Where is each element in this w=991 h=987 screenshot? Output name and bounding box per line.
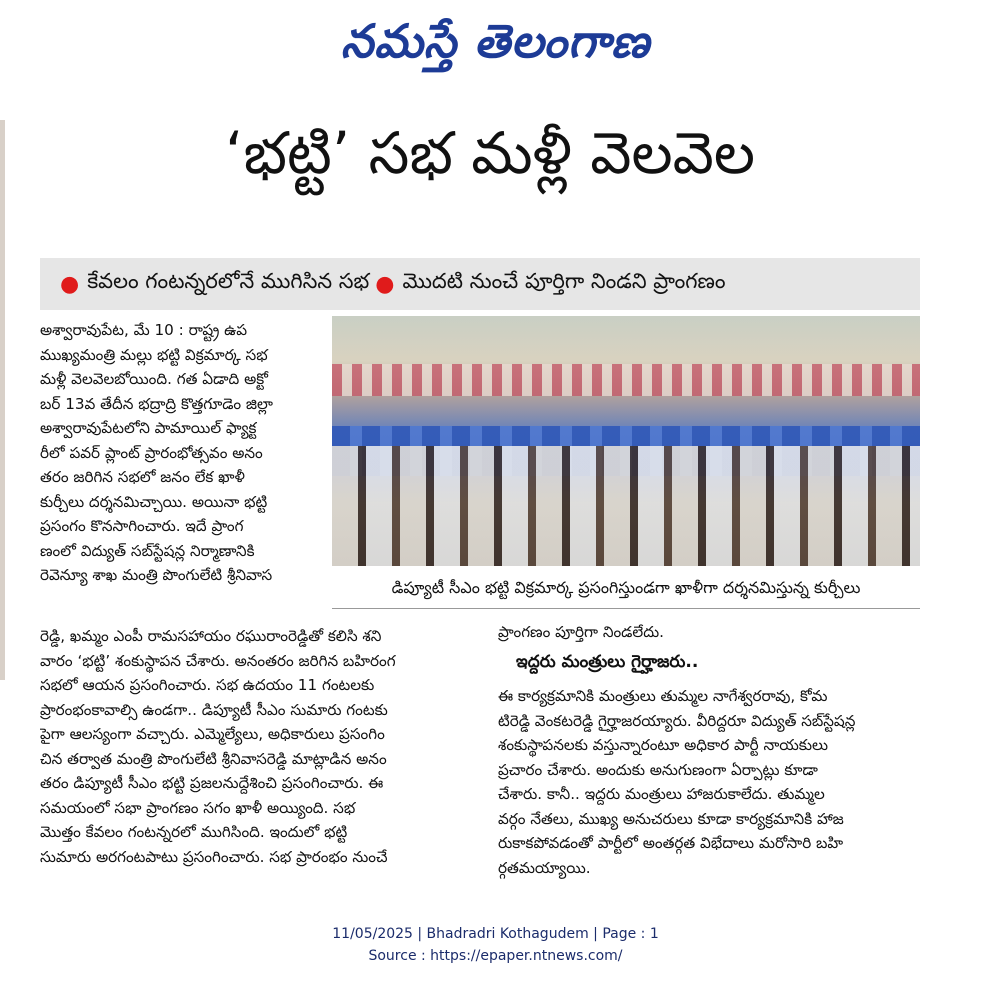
article-line: పైగా ఆలస్యంగా వచ్చారు. ఎమ్మెల్యేలు, అధికారులు ప్రసంగిం	[40, 725, 385, 744]
article-line: ప్రచారం చేశారు. అందుకు అనుగుణంగా ఏర్పాట్లు కూడా	[498, 760, 818, 779]
article-line: వారం ‘భట్టి’ శంకుస్థాపన చేశారు. అనంతరం జరిగిన బహిరంగ	[40, 651, 396, 670]
article-line: వర్గం నేతలు, ముఖ్య అనుచరులు కూడా కార్యక్రమానికి హాజ	[498, 809, 844, 828]
article-line: ణంలో విద్యుత్ సబ్‌స్టేషన్ల నిర్మాణానికి	[40, 541, 255, 560]
article-column-left-top	[40, 318, 326, 588]
article-line: కుర్చీలు దర్శనమిచ్చాయి. అయినా భట్టి	[40, 492, 268, 511]
article-line: టిరెడ్డి వెంకటరెడ్డి గైర్హాజరయ్యారు. వీరిద్దరూ విద్యుత్ సబ్‌స్టేషన్ల	[498, 711, 856, 730]
article-line: రెడ్డి, ఖమ్మం ఎంపీ రామసహాయం రఘురాంరెడ్డితో కలిసి శని	[40, 627, 382, 645]
photo-crowd	[332, 446, 920, 566]
article-line: రెవెన్యూ శాఖ మంత్రి పొంగులేటి శ్రీనివాస	[40, 566, 273, 585]
subheading-bar	[40, 258, 920, 310]
bullet-icon: ●	[60, 271, 80, 297]
article-line: ప్రాంగణం పూర్తిగా నిండలేదు.	[498, 623, 664, 641]
article-line: సభలో ఆయన ప్రసంగించారు. సభ ఉదయం 11 గంటలకు	[40, 676, 375, 695]
article-line: ముఖ్యమంత్రి మల్లు భట్టి విక్రమార్క సభ	[40, 345, 268, 364]
article-line: చేశారు. కానీ.. ఇద్దరు మంత్రులు హాజరుకాలేదు. తుమ్మల	[498, 785, 825, 803]
article-line: ప్రారంభంకావాల్సి ఉండగా.. డిప్యూటీ సీఎం సుమారు గంటకు	[40, 700, 388, 719]
article-line: రీలో పవర్ ప్లాంట్ ప్రారంభోత్సవం అనం	[40, 443, 263, 462]
article-column-right-bottom	[498, 684, 922, 880]
article-line: రుకాకపోవడంతో పార్టీలో అంతర్గత విభేదాలు మరోసారి బహి	[498, 834, 844, 852]
footer-source-link[interactable]: Source : https://epaper.ntnews.com/	[368, 948, 623, 964]
article-line: ప్రసంగం కొనసాగించారు. ఇదే ప్రాంగ	[40, 517, 244, 536]
newspaper-masthead: నమస్తే తెలంగాణ	[340, 14, 651, 68]
article-line: ఈ కార్యక్రమానికి మంత్రులు తుమ్మల నాగేశ్వరరావు, కోమ	[498, 687, 828, 705]
photo-tent-area	[332, 364, 920, 396]
bullet-icon: ●	[375, 271, 395, 297]
article-line: బర్ 13వ తేదీన భద్రాద్రి కొత్తగూడెం జిల్లా	[40, 394, 273, 413]
article-column-right-top	[498, 620, 922, 645]
article-line: తరం జరిగిన సభలో జనం లేక ఖాళీ	[40, 468, 245, 487]
photo-caption: డిప్యూటీ సీఎం భట్టి విక్రమార్క ప్రసంగిస్తుండగా ఖాళీగా దర్శనమిస్తున్న కుర్చీలు	[332, 568, 920, 609]
article-line: మళ్లీ వెలవెలబోయింది. గత ఏడాది అక్టో	[40, 370, 268, 389]
article-line: అశ్వారావుపేటలోని పామాయిల్ ఫ్యాక్ట	[40, 419, 257, 438]
footer-edition-info: 11/05/2025 | Bhadradri Kothagudem | Page : 1	[332, 926, 659, 942]
section-subheading: ఇద్దరు మంత్రులు గైర్హాజరు..	[516, 652, 699, 672]
article-line: శంకుస్థాపనలకు వస్తున్నారంటూ అధికార పార్టీ నాయకులు	[498, 736, 829, 754]
article-line: తరం డిప్యూటీ సీఎం భట్టి ప్రజలనుద్దేశించి ప్రసంగించారు. ఈ	[40, 774, 384, 793]
article-line: చిన తర్వాత మంత్రి పొంగులేటి శ్రీనివాసరెడ్డి మాట్లాడిన అనం	[40, 749, 387, 768]
article-line: ర్గతమయ్యాయి.	[498, 858, 591, 877]
article-headline: ‘భట్టి’ సభ మళ్లీ వెలవెల	[225, 119, 755, 187]
article-line: సమయంలో సభా ప్రాంగణం సగం ఖాళీ అయ్యింది. సభ	[40, 798, 356, 817]
page-edge-strip	[0, 120, 5, 680]
article-photo	[332, 316, 920, 566]
article-line: మొత్తం కేవలం గంటన్నరలో ముగిసింది. ఇందులో భట్టి	[40, 823, 348, 842]
article-line: సుమారు అరగంటపాటు ప్రసంగించారు. సభ ప్రారంభం నుంచే	[40, 847, 388, 866]
article-line: అశ్వారావుపేట, మే 10 : రాష్ట్ర ఉప	[40, 321, 248, 339]
article-column-left-bottom	[40, 624, 484, 869]
subheading-1: కేవలం గంటన్నరలోనే ముగిసిన సభ	[87, 269, 370, 293]
subheading-2: మొదటి నుంచే పూర్తిగా నిండని ప్రాంగణం	[402, 269, 726, 293]
